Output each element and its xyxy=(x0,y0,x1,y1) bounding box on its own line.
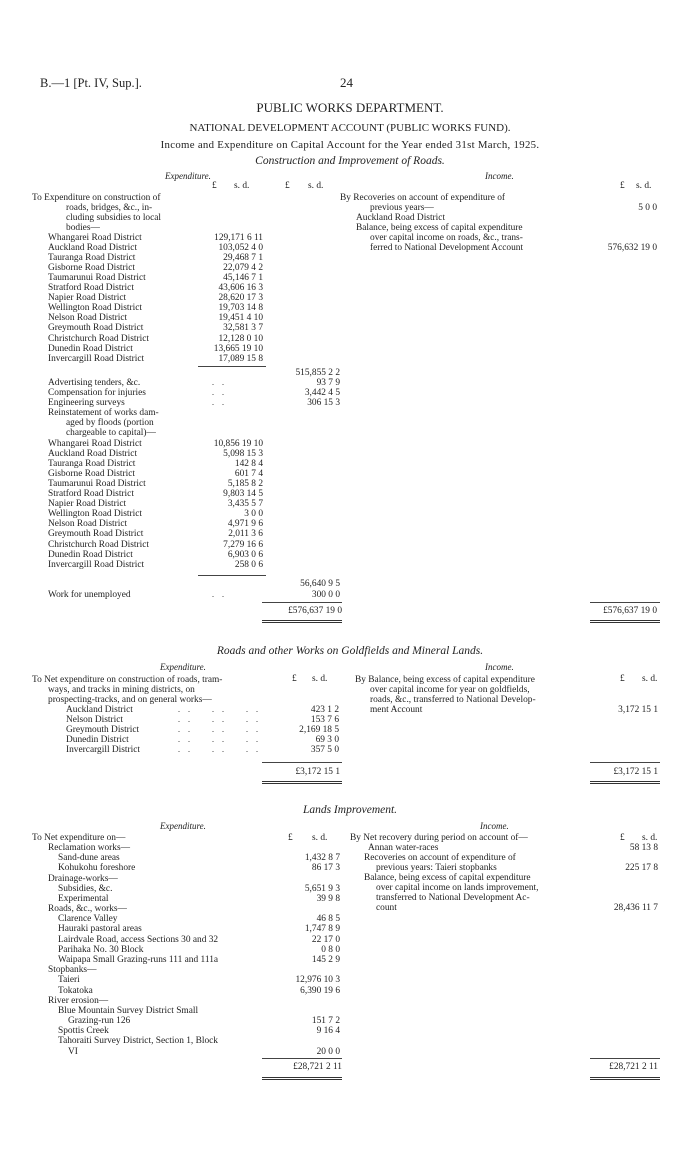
lands-line-label: Reclamation works— xyxy=(48,843,131,853)
account-title: NATIONAL DEVELOPMENT ACCOUNT (PUBLIC WORKS FUND). xyxy=(189,122,511,134)
goldfields-intro-line: To Net expenditure on construction of roads, tram- xyxy=(32,675,223,685)
lands-line-amount: 12,976 10 3 xyxy=(295,975,340,986)
roads-income-line: ferred to National Development Account xyxy=(370,243,524,253)
road-misc-amount: 3,442 4 5 xyxy=(304,388,340,398)
road-misc-label: Advertising tenders, &c. xyxy=(48,378,141,388)
road-district-amount: 22,079 4 2 xyxy=(223,263,263,274)
leader-dots: . . xyxy=(212,725,227,735)
total-double-rule xyxy=(262,620,342,623)
road-district-label: Gisborne Road District xyxy=(48,263,135,274)
reinstatement-label: Gisborne Road District xyxy=(48,469,135,480)
lands-line-label: VI xyxy=(68,1046,78,1057)
lands-section-title: Lands Improvement. xyxy=(302,804,398,816)
currency-header: £ xyxy=(212,181,217,191)
lands-inc-total: £28,721 2 11 xyxy=(609,1062,658,1072)
leader-dots: . . xyxy=(178,735,193,745)
roads-intro-line: cluding subsidies to local xyxy=(66,213,162,223)
lands-line-amount: 6,390 19 6 xyxy=(300,985,340,996)
leader-dots: . . xyxy=(178,715,193,725)
total-rule xyxy=(262,762,342,763)
page-reference: B.—1 [Pt. IV, Sup.]. xyxy=(40,76,142,90)
currency-header: s. d. xyxy=(636,181,652,191)
lands-line-amount: 1,432 8 7 xyxy=(304,853,340,864)
reinstatement-label: Dunedin Road District xyxy=(48,549,133,560)
road-district-label: Nelson Road District xyxy=(48,313,128,324)
lands-line-label: Kohukohu foreshore xyxy=(58,863,136,874)
total-double-rule xyxy=(590,620,660,623)
lands-line-amount: 9 16 4 xyxy=(316,1026,340,1037)
goldfields-district-amount: 357 5 0 xyxy=(310,745,339,756)
goldfields-district-amount: 2,169 18 5 xyxy=(299,725,339,736)
total-double-rule xyxy=(590,1077,660,1080)
leader-dots: . . xyxy=(212,398,227,407)
road-district-label: Invercargill Road District xyxy=(48,353,145,364)
reinstatement-label: Napier Road District xyxy=(48,499,127,510)
reinstatement-label: Tauranga Road District xyxy=(48,459,136,470)
subtotal-rule xyxy=(198,366,266,367)
reinstatement-amount: 7,279 16 6 xyxy=(223,539,263,550)
road-district-label: Napier Road District xyxy=(48,293,127,304)
lands-line-label: River erosion— xyxy=(48,995,109,1006)
leader-dots: . . xyxy=(178,705,193,714)
lands-income-line: count xyxy=(376,903,397,913)
department-title: PUBLIC WORKS DEPARTMENT. xyxy=(256,100,444,115)
currency-header: £ xyxy=(620,181,625,191)
leader-dots: . . xyxy=(178,725,193,735)
total-rule xyxy=(262,602,342,603)
currency-header: £ xyxy=(288,833,293,843)
lands-line-label: Roads, &c., works— xyxy=(48,904,127,915)
goldfields-inc-heading: Income. xyxy=(485,662,514,672)
road-district-amount: 13,665 19 10 xyxy=(213,343,263,354)
lands-line-amount: 5,651 9 3 xyxy=(304,883,340,894)
leader-dots: . . xyxy=(212,378,227,387)
total-rule xyxy=(590,1058,660,1059)
roads-inc-total: £576,637 19 0 xyxy=(603,606,657,616)
lands-line-amount: 145 2 9 xyxy=(311,954,340,965)
lands-income-line: transferred to National Development Ac- xyxy=(376,893,530,903)
goldfields-district-amount: 69 3 0 xyxy=(315,735,339,746)
goldfields-intro-line: prospecting-tracks, and on general works— xyxy=(48,695,212,705)
reinstatement-label: Greymouth Road District xyxy=(48,529,144,540)
reinstatement-intro-line: Reinstatement of works dam- xyxy=(48,408,159,418)
goldfields-intro-line: ways, and tracks in mining districts, on xyxy=(48,685,195,695)
lands-line-label: Drainage-works— xyxy=(48,873,118,884)
lands-line-label: Spottis Creek xyxy=(58,1026,109,1037)
reinstatement-amount: 2,011 3 6 xyxy=(228,529,263,540)
lands-line-amount: 22 17 0 xyxy=(311,934,340,945)
reinstatement-intro-line: chargeable to capital)— xyxy=(66,428,156,438)
leader-dots: . . xyxy=(212,590,227,599)
currency-header: £ xyxy=(285,181,290,191)
currency-header: s. d. xyxy=(312,674,328,684)
goldfields-income-line: over capital income for year on goldfields, xyxy=(370,685,530,695)
currency-header: £ xyxy=(292,674,297,684)
leader-dots: . . xyxy=(246,725,261,735)
leader-dots: . . xyxy=(212,715,227,725)
goldfields-inc-total: £3,172 15 1 xyxy=(613,767,658,777)
roads-income-line: Auckland Road District xyxy=(356,213,446,223)
reinstatement-label: Invercargill Road District xyxy=(48,559,145,570)
lands-income-amount: 58 13 8 xyxy=(629,843,658,853)
lands-line-amount: 20 0 0 xyxy=(316,1046,340,1057)
reinstatement-label: Auckland Road District xyxy=(48,449,138,460)
road-district-label: Dunedin Road District xyxy=(48,343,133,354)
statement-title: Income and Expenditure on Capital Account for the Year ended 31st March, 1925. xyxy=(160,139,540,151)
road-district-label: Christchurch Road District xyxy=(48,333,150,344)
reinstatement-amount: 10,856 19 10 xyxy=(213,439,263,449)
reinstatement-amount: 258 0 6 xyxy=(234,559,263,570)
reinstatement-amount: 9,803 14 5 xyxy=(223,489,263,500)
road-district-amount: 32,581 3 7 xyxy=(223,323,263,334)
leader-dots: . . xyxy=(246,745,261,755)
currency-header: £ xyxy=(620,674,625,684)
total-double-rule xyxy=(262,781,342,784)
lands-line-label: Blue Mountain Survey District Small xyxy=(58,1005,199,1016)
roads-exp-total: £576,637 19 0 xyxy=(288,606,342,616)
roads-intro-line: To Expenditure on construction of xyxy=(32,193,161,203)
road-district-label: Wellington Road District xyxy=(48,303,143,314)
goldfields-district-label: Dunedin District xyxy=(66,735,129,746)
lands-income-amount: 225 17 8 xyxy=(625,863,658,873)
lands-income-line: previous years: Taieri stopbanks xyxy=(376,863,497,873)
road-district-label: Stratford Road District xyxy=(48,283,134,294)
road-district-amount: 43,606 16 3 xyxy=(218,283,263,294)
lands-line-label: Lairdvale Road, access Sections 30 and 32 xyxy=(58,934,219,945)
lands-line-label: Stopbanks— xyxy=(48,965,97,976)
lands-line-label: Sand-dune areas xyxy=(58,853,120,864)
currency-header: s. d. xyxy=(642,833,658,843)
leader-dots: . . xyxy=(212,745,227,755)
unemployed-amount: 300 0 0 xyxy=(311,590,340,600)
leader-dots: . . xyxy=(212,705,227,714)
lands-inc-heading: Income. xyxy=(480,821,509,831)
reinstatement-amount: 601 7 4 xyxy=(234,469,263,480)
roads-intro-line: roads, bridges, &c., in- xyxy=(66,203,153,213)
road-district-amount: 17,089 15 8 xyxy=(218,353,263,364)
lands-income-line: Balance, being excess of capital expenditure xyxy=(364,873,531,883)
roads-income-line: Balance, being excess of capital expenditure xyxy=(356,223,523,233)
lands-exp-heading: Expenditure. xyxy=(160,821,206,831)
total-rule xyxy=(590,602,660,603)
lands-line-amount: 0 8 0 xyxy=(321,944,340,955)
lands-line-label: Clarence Valley xyxy=(58,914,118,925)
lands-line-amount: 39 9 8 xyxy=(316,893,340,904)
roads-intro-line: bodies— xyxy=(66,223,100,233)
road-district-amount: 12,128 0 10 xyxy=(218,333,263,344)
leader-dots: . . xyxy=(246,705,261,714)
reinstatement-amount: 5,185 8 2 xyxy=(227,479,263,490)
lands-line-label: Taieri xyxy=(58,975,80,986)
leader-dots: . . xyxy=(212,388,227,397)
leader-dots: . . xyxy=(178,745,193,755)
road-district-amount: 45,146 7 1 xyxy=(223,273,263,284)
goldfields-district-label: Greymouth District xyxy=(66,725,140,736)
road-district-label: Auckland Road District xyxy=(48,243,138,254)
roads-exp-heading: Expenditure. xyxy=(165,171,211,181)
lands-line-label: Hauraki pastoral areas xyxy=(58,924,142,935)
roads-inc-heading: Income. xyxy=(485,171,514,181)
goldfields-income-line: By Balance, being excess of capital expenditure xyxy=(355,675,535,685)
road-district-amount: 19,703 14 8 xyxy=(218,303,263,314)
goldfields-exp-total: £3,172 15 1 xyxy=(295,767,340,777)
lands-income-amount: 28,436 11 7 xyxy=(613,903,658,913)
roads-income-amount: 576,632 19 0 xyxy=(607,243,657,253)
leader-dots: . . xyxy=(246,735,261,745)
total-double-rule xyxy=(262,1077,342,1080)
currency-header: £ xyxy=(620,833,625,843)
lands-line-amount: 46 8 5 xyxy=(316,914,340,925)
road-district-label: Tauranga Road District xyxy=(48,253,136,264)
goldfields-district-label: Auckland District xyxy=(66,705,133,715)
road-district-amount: 19,451 4 10 xyxy=(218,313,263,324)
lands-line-amount: 1,747 8 9 xyxy=(304,924,340,935)
roads-income-line: previous years— xyxy=(370,203,434,213)
currency-header: s. d. xyxy=(234,181,250,191)
road-district-label: Taumarunui Road District xyxy=(48,273,146,284)
lands-line-amount: 151 7 2 xyxy=(311,1016,340,1027)
roads-income-line: over capital income on roads, &c., trans- xyxy=(370,233,523,243)
road-district-amount: 29,468 7 1 xyxy=(223,253,263,264)
leader-dots: . . xyxy=(212,735,227,745)
reinstatement-label: Taumarunui Road District xyxy=(48,479,146,490)
reinstatement-label: Stratford Road District xyxy=(48,489,134,500)
reinstatement-label: Whangarei Road District xyxy=(48,439,142,449)
goldfields-section-title: Roads and other Works on Goldfields and Mineral Lands. xyxy=(216,645,484,657)
reinstatement-label: Nelson Road District xyxy=(48,519,128,530)
goldfields-district-label: Nelson District xyxy=(66,715,124,726)
unemployed-label: Work for unemployed xyxy=(48,590,131,600)
road-misc-amount: 306 15 3 xyxy=(307,398,340,408)
reinstatement-intro-line: aged by floods (portion xyxy=(66,418,154,428)
road-misc-label: Compensation for injuries xyxy=(48,388,146,398)
roads-section-title: Construction and Improvement of Roads. xyxy=(255,155,445,167)
goldfields-district-amount: 153 7 6 xyxy=(310,715,339,726)
reinstatement-total: 56,640 9 5 xyxy=(300,579,340,589)
lands-income-line: Recoveries on account of expenditure of xyxy=(364,853,516,863)
reinstatement-label: Wellington Road District xyxy=(48,509,143,520)
lands-income-line: By Net recovery during period on account of— xyxy=(350,833,528,843)
reinstatement-amount: 3,435 5 7 xyxy=(227,499,263,510)
lands-line-label: Subsidies, &c. xyxy=(58,883,113,894)
goldfields-income-amount: 3,172 15 1 xyxy=(618,705,658,715)
goldfields-exp-heading: Expenditure. xyxy=(160,662,206,672)
road-district-amount: 129,171 6 11 xyxy=(214,233,263,243)
reinstatement-amount: 3 0 0 xyxy=(244,509,263,520)
subtotal-rule xyxy=(198,575,266,576)
lands-exp-total: £28,721 2 11 xyxy=(293,1062,342,1072)
total-rule xyxy=(590,762,660,763)
lands-line-label: Grazing-run 126 xyxy=(68,1016,131,1027)
currency-header: s. d. xyxy=(312,833,328,843)
road-misc-label: Engineering surveys xyxy=(48,398,125,408)
total-rule xyxy=(262,1058,342,1059)
goldfields-district-amount: 423 1 2 xyxy=(310,705,339,715)
goldfields-district-label: Invercargill District xyxy=(66,745,141,756)
roads-income-line: By Recoveries on account of expenditure of xyxy=(340,193,506,203)
total-double-rule xyxy=(590,781,660,784)
lands-intro: To Net expenditure on— xyxy=(32,833,126,843)
road-district-amount: 28,620 17 3 xyxy=(218,293,263,304)
road-district-amount: 103,052 4 0 xyxy=(218,243,263,254)
roads-districts-total: 515,855 2 2 xyxy=(295,368,340,378)
reinstatement-label: Christchurch Road District xyxy=(48,539,150,550)
currency-header: s. d. xyxy=(308,181,324,191)
lands-line-label: Tahoraiti Survey District, Section 1, Block xyxy=(58,1036,218,1047)
currency-header: s. d. xyxy=(642,674,658,684)
page-number: 24 xyxy=(340,75,353,90)
road-misc-amount: 93 7 9 xyxy=(316,378,340,388)
goldfields-income-line: ment Account xyxy=(370,705,423,715)
reinstatement-amount: 4,971 9 6 xyxy=(227,519,263,530)
road-district-label: Whangarei Road District xyxy=(48,233,142,243)
lands-line-label: Experimental xyxy=(58,893,109,904)
roads-income-amount: 5 0 0 xyxy=(638,203,657,213)
goldfields-income-line: roads, &c., transferred to National Develop- xyxy=(370,695,536,705)
reinstatement-amount: 5,098 15 3 xyxy=(223,449,263,460)
lands-income-line: over capital income on lands improvement, xyxy=(376,883,539,893)
lands-income-line: Annan water-races xyxy=(368,843,439,853)
road-district-label: Greymouth Road District xyxy=(48,323,144,334)
reinstatement-amount: 142 8 4 xyxy=(234,459,263,470)
leader-dots: . . xyxy=(246,715,261,725)
lands-line-amount: 86 17 3 xyxy=(311,863,340,874)
lands-line-label: Parihaka No. 30 Block xyxy=(58,944,144,955)
reinstatement-amount: 6,903 0 6 xyxy=(227,549,263,560)
lands-line-label: Tokatoka xyxy=(58,985,93,996)
lands-line-label: Waipapa Small Grazing-runs 111 and 111a xyxy=(58,954,219,965)
